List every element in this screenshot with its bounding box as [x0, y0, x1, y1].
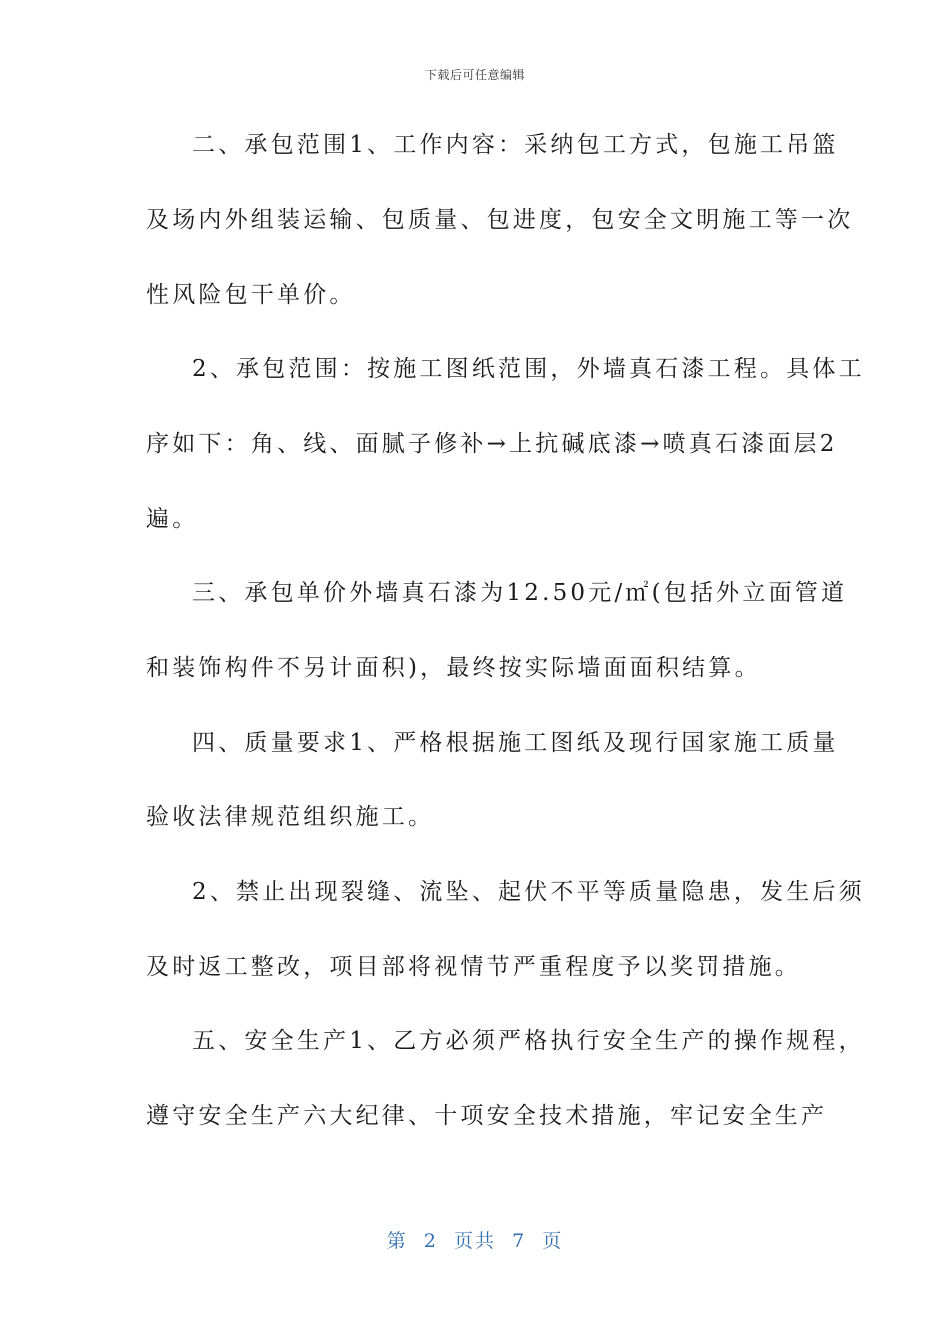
paragraph-line: 2、承包范围：按施工图纸范围，外墙真石漆工程。具体工 [192, 356, 865, 382]
paragraph-line: 三、承包单价外墙真石漆为12.50元/㎡(包括外立面管道 [192, 580, 848, 606]
page-number-footer: 第 2 页共 7 页 [386, 1230, 564, 1252]
paragraph-line: 遵守安全生产六大纪律、十项安全技术措施，牢记安全生产 [146, 1103, 828, 1129]
header-note: 下载后可任意编辑 [424, 68, 525, 82]
paragraph-line: 四、质量要求1、严格根据施工图纸及现行国家施工质量 [192, 730, 839, 756]
paragraph-line: 遍。 [146, 506, 199, 532]
paragraph-line: 二、承包范围1、工作内容：采纳包工方式，包施工吊篮 [192, 132, 839, 158]
paragraph-line: 和装饰构件不另计面积)，最终按实际墙面面积结算。 [146, 655, 761, 681]
paragraph-line: 五、安全生产1、乙方必须严格执行安全生产的操作规程， [192, 1028, 865, 1054]
paragraph-line: 性风险包干单价。 [146, 282, 356, 308]
paragraph-line: 及时返工整改，项目部将视情节严重程度予以奖罚措施。 [146, 954, 801, 980]
paragraph-line: 及场内外组装运输、包质量、包进度，包安全文明施工等一次 [146, 207, 854, 233]
paragraph-line: 2、禁止出现裂缝、流坠、起伏不平等质量隐患，发生后须 [192, 879, 865, 905]
paragraph-line: 验收法律规范组织施工。 [146, 804, 435, 830]
paragraph-line: 序如下：角、线、面腻子修补→上抗碱底漆→喷真石漆面层2 [146, 431, 838, 457]
